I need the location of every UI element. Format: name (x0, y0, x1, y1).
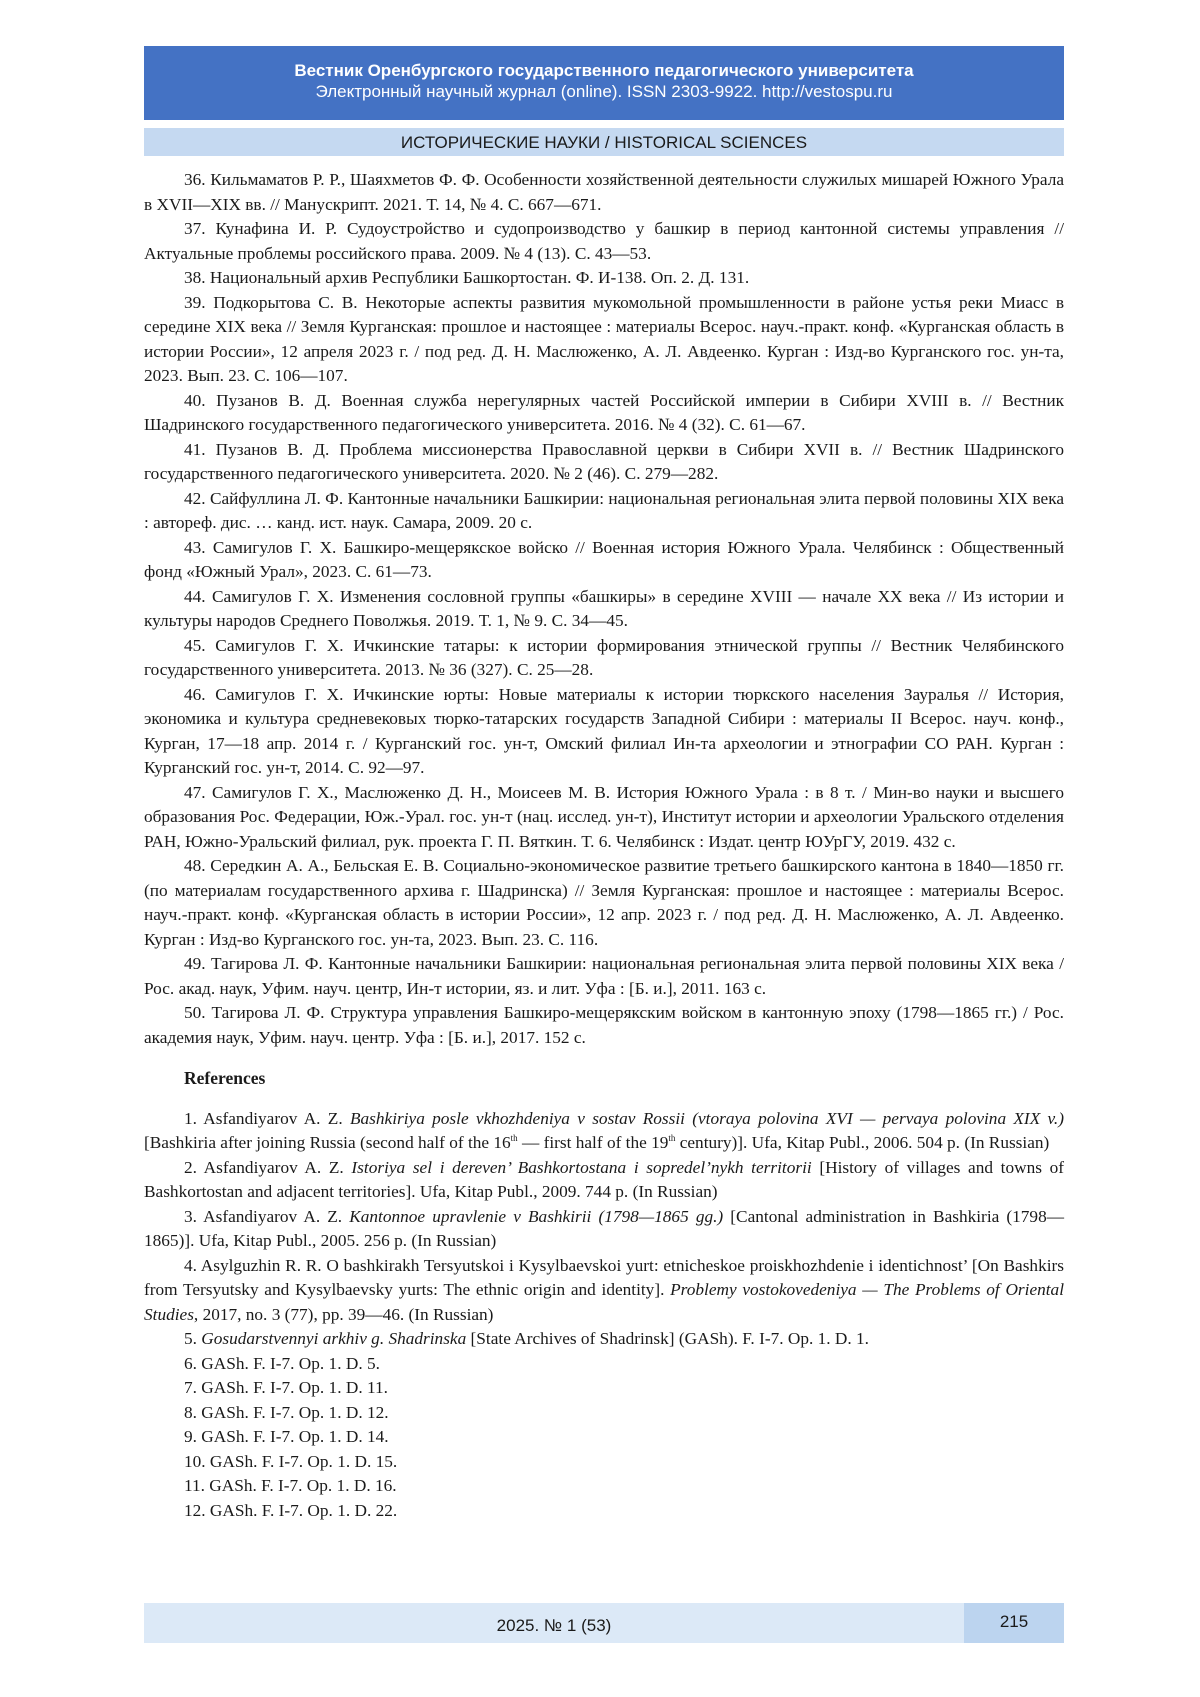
bibliography-entry: 49. Тагирова Л. Ф. Кантонные начальники Башкирии: национальная региональная элита первой половины XIX века / Рос. акад. наук, Уфим. науч. центр, Ин-т истории, яз. и лит. Уфа : [Б. и.], 2011. 163 с. (144, 954, 1064, 998)
reference-text: 11. GASh. F. I-7. Op. 1. D. 16. (184, 1476, 397, 1495)
bibliography-entry: 42. Сайфуллина Л. Ф. Кантонные начальники Башкирии: национальная региональная элита первой половины XIX века : автореф. дис. … канд. ист. наук. Самара, 2009. 20 с. (144, 488, 1064, 532)
references-heading: References (184, 1068, 266, 1088)
reference-text: 2. Asfandiyarov A. Z. (184, 1157, 352, 1177)
bibliography-entry: 50. Тагирова Л. Ф. Структура управления Башкиро-мещерякским войском в кантонную эпоху (1798—1865 гг.) / Рос. академия наук, Уфим. науч. центр. Уфа : [Б. и.], 2017. 152 с. (144, 1003, 1064, 1047)
reference-entry (144, 1205, 1064, 1254)
reference-title: Kantonnoe upravlenie v Bashkirii (1798—1865 gg.) (349, 1206, 724, 1226)
reference-entry (144, 1425, 1064, 1450)
bibliography-entry: 47. Самигулов Г. Х., Маслюженко Д. Н., Моисеев М. В. История Южного Урала : в 8 т. / Мин-во науки и высшего образования Рос. Федерации, Юж.-Урал. гос. ун-т (нац. исслед. ун-т), Институт истории и археологии Уральского отделения РАН, Южно-Уральский филиал, рук. проекта Г. П. Вяткин. Т. 6. Челябинск : Издат. центр ЮУрГУ, 2019. 432 с. (144, 782, 1064, 851)
bibliography-entry: 43. Самигулов Г. Х. Башкиро-мещерякское войско // Военная история Южного Урала. Челябинск : Общественный фонд «Южный Урал», 2023. С. 61—73. (144, 537, 1064, 581)
reference-entry (144, 1352, 1064, 1377)
reference-entry (144, 1254, 1064, 1328)
bibliography-list (144, 168, 1064, 1050)
reference-text: 10. GASh. F. I-7. Op. 1. D. 15. (184, 1451, 398, 1471)
page-content (144, 168, 1064, 1523)
reference-text: 9. GASh. F. I-7. Op. 1. D. 14. (184, 1427, 389, 1446)
bibliography-entry: 46. Самигулов Г. Х. Ичкинские юрты: Новые материалы к истории тюркского населения Зауралья // История, экономика и культура средневековых тюрко-татарских государств Западной Сибири : материалы II Всерос. науч. конф., Курган, 17—18 апр. 2014 г. / Курганский гос. ун-т, Омский филиал Ин-та археологии и этнографии СО РАН. Курган : Курганский гос. ун-т, 2014. С. 92—97. (144, 684, 1064, 777)
reference-text: — first half of the 19 (517, 1133, 669, 1152)
reference-text: 4. Asylguzhin R. R. O bashkirakh Tersyutskoi i Kysylbaevskoi yurt: etnicheskoe proiskhozhdenie i identichnost’ [On Bashkirs from Tersyutsky and Kysylbaevsky yurts: The ethnic origin and identity]. (144, 1255, 1064, 1299)
reference-entry (144, 1376, 1064, 1401)
reference-entry (144, 1107, 1064, 1156)
reference-text: [State Archives of Shadrinsk] (GASh). F. I-7. Op. 1. D. 1. (466, 1329, 869, 1348)
bibliography-entry: 38. Национальный архив Республики Башкортостан. Ф. И-138. Оп. 2. Д. 131. (184, 268, 750, 287)
reference-entry (144, 1327, 1064, 1352)
bibliography-entry: 45. Самигулов Г. Х. Ичкинские татары: к истории формирования этнической группы // Вестник Челябинского государственного университета. 2013. № 36 (327). С. 25—28. (144, 635, 1064, 679)
reference-entry (144, 1474, 1064, 1499)
issue-number: 2025. № 1 (53) (496, 1616, 612, 1635)
ordinal-suffix: th (668, 1133, 676, 1144)
reference-text: [Bashkiria after joining Russia (second half of the 16 (144, 1133, 511, 1152)
reference-text: 6. GASh. F. I-7. Op. 1. D. 5. (184, 1353, 380, 1373)
reference-title: Problemy vostokovedeniya — The Problems of Oriental Studies (144, 1280, 1065, 1324)
ordinal-suffix: th (510, 1133, 518, 1144)
reference-text: [History of villages and towns of Bashkortostan and adjacent territories]. Ufa, Kitap Publ., 2009. 744 p. (In Russian) (144, 1157, 1064, 1201)
reference-text: , 2017, no. 3 (77), pp. 39—46. (In Russian) (193, 1304, 494, 1324)
reference-text: [Cantonal administration in Bashkiria (1798—1865)]. Ufa, Kitap Publ., 2005. 256 p. (In Russian) (144, 1206, 1064, 1250)
journal-header (144, 46, 1064, 120)
page-number: 215 (964, 1603, 1064, 1643)
reference-entry (144, 1499, 1064, 1524)
reference-text: 3. Asfandiyarov A. Z. (184, 1206, 350, 1226)
reference-title: Bashkiriya posle vkhozhdeniya v sostav Rossii (vtoraya polovina XVI — pervaya polovina XIX v.) (349, 1108, 1065, 1128)
bibliography-entry: 48. Середкин А. А., Бельская Е. В. Социально-экономическое развитие третьего башкирского кантона в 1840—1850 гг. (по материалам государственного архива г. Шадринска) // Земля Курганская: прошлое и настоящее : материалы Всерос. науч.-практ. конф. «Курганская область в истории России», 12 апр. 2023 г. / под ред. Д. Н. Маслюженко, А. Л. Авдеенко. Курган : Изд-во Курганского гос. ун-та, 2023. Вып. 23. С. 116. (144, 856, 1064, 949)
references-list (144, 1107, 1064, 1524)
reference-text: 5. (184, 1329, 202, 1348)
journal-title: Вестник Оренбургского государственного педагогического университета (294, 61, 914, 80)
bibliography-entry: 36. Кильмаматов Р. Р., Шаяхметов Ф. Ф. Особенности хозяйственной деятельности служилых мишарей Южного Урала в XVII—XIX вв. // Манускрипт. 2021. Т. 14, № 4. С. 667—671. (144, 170, 1064, 214)
reference-entry (144, 1156, 1064, 1205)
bibliography-entry: 44. Самигулов Г. Х. Изменения сословной группы «башкиры» в середине XVIII — начале XX века // Из истории и культуры народов Среднего Поволжья. 2019. Т. 1, № 9. С. 34—45. (144, 586, 1064, 630)
bibliography-entry: 39. Подкорытова С. В. Некоторые аспекты развития мукомольной промышленности в районе устья реки Миасс в середине XIX века // Земля Курганская: прошлое и настоящее : материалы Всерос. науч.-практ. конф. «Курганская область в истории России», 12 апреля 2023 г. / под ред. Д. Н. Маслюженко, А. Л. Авдеенко. Курган : Изд-во Курганского гос. ун-та, 2023. Вып. 23. С. 106—107. (144, 292, 1064, 385)
journal-subtitle: Электронный научный журнал (online). ISSN 2303-9922. http://vestospu.ru (315, 82, 893, 101)
reference-text: 7. GASh. F. I-7. Op. 1. D. 11. (184, 1378, 388, 1397)
reference-entry (144, 1450, 1064, 1475)
bibliography-entry: 37. Кунафина И. Р. Судоустройство и судопроизводство у башкир в период кантонной системы управления // Актуальные проблемы российского права. 2009. № 4 (13). С. 43—53. (144, 219, 1064, 263)
reference-entry (144, 1401, 1064, 1426)
reference-text: century)]. Ufa, Kitap Publ., 2006. 504 p. (In Russian) (675, 1133, 1050, 1152)
bibliography-entry: 40. Пузанов В. Д. Военная служба нерегулярных частей Российской империи в Сибири XVIII в. // Вестник Шадринского государственного педагогического университета. 2016. № 4 (32). С. 61—67. (144, 390, 1064, 434)
reference-text: 8. GASh. F. I-7. Op. 1. D. 12. (184, 1402, 389, 1422)
reference-title: Gosudarstvennyi arkhiv g. Shadrinska (201, 1329, 467, 1348)
section-title: ИСТОРИЧЕСКИЕ НАУКИ / HISTORICAL SCIENCES (144, 128, 1064, 156)
reference-text: 12. GASh. F. I-7. Op. 1. D. 22. (184, 1500, 398, 1520)
reference-text: 1. Asfandiyarov A. Z. (184, 1108, 350, 1128)
bibliography-entry: 41. Пузанов В. Д. Проблема миссионерства Православной церкви в Сибири XVII в. // Вестник Шадринского государственного педагогического университета. 2020. № 2 (46). С. 279—282. (144, 439, 1064, 483)
reference-title: Istoriya sel i dereven’ Bashkortostana i sopredel’nykh territorii (351, 1157, 812, 1177)
